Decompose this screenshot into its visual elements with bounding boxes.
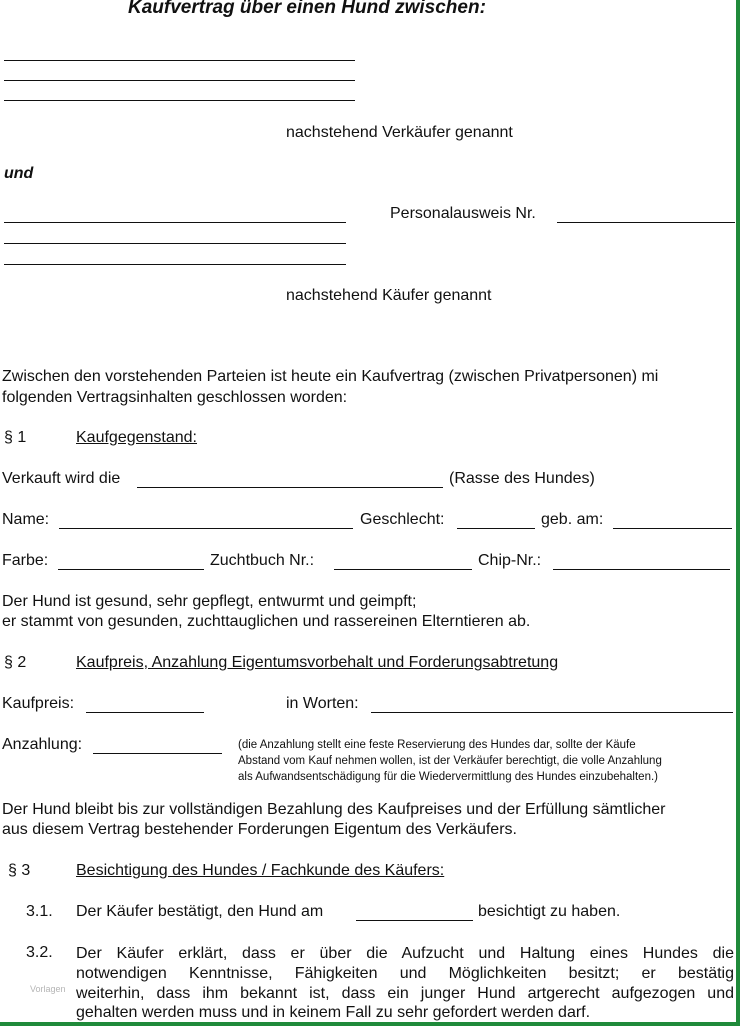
- section3-heading: Besichtigung des Hundes / Fachkunde des Käufers:: [76, 862, 445, 879]
- section3-number: § 3: [8, 862, 31, 879]
- health-line-2: er stammt von gesunden, zuchttauglichen und rassereinen Elterntieren ab.: [2, 613, 531, 630]
- buyer-line-1[interactable]: [4, 222, 346, 223]
- id-label: Personalausweis Nr.: [390, 205, 536, 222]
- buyer-label: nachstehend Käufer genannt: [286, 287, 492, 304]
- sold-label: Verkauft wird die: [2, 470, 121, 487]
- contract-title: Kaufvertrag über einen Hund zwischen:: [128, 0, 486, 18]
- ownership-line-2: aus diesem Vertrag bestehender Forderungen Eigentum des Verkäufers.: [2, 821, 517, 838]
- seller-line-2[interactable]: [4, 80, 355, 81]
- chip-line[interactable]: [553, 569, 730, 570]
- id-number-line[interactable]: [557, 222, 735, 223]
- name-line[interactable]: [59, 528, 353, 529]
- words-label: in Worten:: [286, 695, 359, 712]
- studbook-line[interactable]: [334, 569, 472, 570]
- section1-heading: Kaufgegenstand:: [76, 429, 197, 446]
- price-label: Kaufpreis:: [2, 695, 75, 712]
- ownership-line-1: Der Hund bleibt bis zur vollständigen Bezahlung des Kaufpreises und der Erfüllung sämtlicher: [2, 801, 666, 818]
- item2-line-1: Der Käufer erklärt, dass er über die Aufzucht und Haltung eines Hundes die: [76, 945, 734, 962]
- price-line[interactable]: [86, 712, 204, 713]
- section1-number: § 1: [4, 429, 27, 446]
- born-label: geb. am:: [541, 511, 604, 528]
- deposit-note-2: Abstand vom Kauf nehmen wollen, ist der Verkäufer berechtigt, die volle Anzahlung: [238, 755, 662, 767]
- color-line[interactable]: [58, 569, 204, 570]
- chip-label: Chip-Nr.:: [478, 552, 542, 569]
- deposit-line[interactable]: [93, 753, 222, 754]
- visit-date-line[interactable]: [356, 920, 473, 921]
- seller-line-3[interactable]: [4, 100, 355, 101]
- section2-heading: Kaufpreis, Anzahlung Eigentumsvorbehalt und Forderungsabtretung: [76, 654, 559, 671]
- gender-line[interactable]: [457, 528, 535, 529]
- color-label: Farbe:: [2, 552, 49, 569]
- seller-line-1[interactable]: [4, 60, 355, 61]
- section2-number: § 2: [4, 654, 27, 671]
- seller-label: nachstehend Verkäufer genannt: [286, 124, 513, 141]
- item2-number: 3.2.: [26, 944, 53, 961]
- born-line[interactable]: [613, 528, 732, 529]
- words-line[interactable]: [371, 712, 733, 713]
- breed-label: (Rasse des Hundes): [449, 470, 595, 487]
- item1-number: 3.1.: [26, 903, 53, 920]
- item2-line-2: notwendigen Kenntnisse, Fähigkeiten und Möglichkeiten besitzt; er bestätig: [76, 965, 734, 982]
- item2-line-4: gehalten werden muss und in keinem Fall zu sehr gefordert werden darf.: [76, 1004, 591, 1021]
- and-word: und: [4, 165, 34, 182]
- buyer-line-3[interactable]: [4, 264, 346, 265]
- deposit-note-3: als Aufwandsentschädigung für die Wiedervermittlung des Hundes einzubehalten.): [238, 771, 659, 783]
- buyer-line-2[interactable]: [4, 243, 346, 244]
- watermark: Vorlagen: [30, 984, 66, 994]
- intro-line-2: folgenden Vertragsinhalten geschlossen worden:: [2, 389, 348, 406]
- deposit-note-1: (die Anzahlung stellt eine feste Reservierung des Hundes dar, sollte der Käufe: [238, 739, 636, 751]
- item1-text-before: Der Käufer bestätigt, den Hund am: [76, 903, 324, 920]
- health-line-1: Der Hund ist gesund, sehr gepflegt, entwurmt und geimpft;: [2, 593, 417, 610]
- breed-line[interactable]: [137, 487, 443, 488]
- name-label: Name:: [2, 511, 50, 528]
- studbook-label: Zuchtbuch Nr.:: [210, 552, 315, 569]
- intro-line-1: Zwischen den vorstehenden Parteien ist heute ein Kaufvertrag (zwischen Privatpersonen) mi: [2, 368, 659, 385]
- item2-line-3: weiterhin, dass ihm bekannt ist, dass ein junger Hund artgerecht aufgezogen und: [76, 985, 734, 1002]
- item1-text-after: besichtigt zu haben.: [478, 903, 621, 920]
- gender-label: Geschlecht:: [360, 511, 445, 528]
- deposit-label: Anzahlung:: [2, 736, 83, 753]
